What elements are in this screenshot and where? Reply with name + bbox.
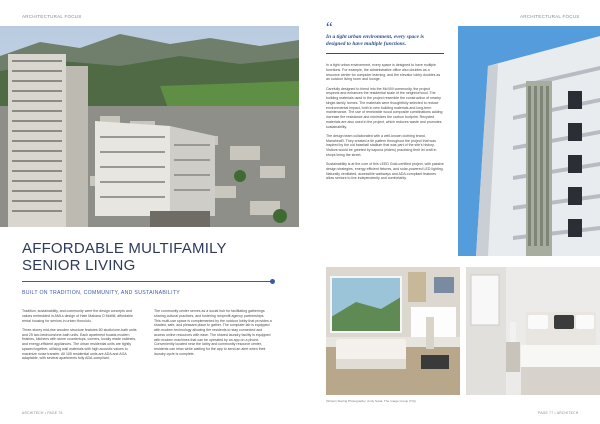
body-column-3 <box>326 63 444 186</box>
pull-quote-divider <box>326 53 444 54</box>
headline-divider <box>22 281 272 282</box>
body-paragraph: Sustainability is at the core of this LEED Gold-certified project, with passive design strategies, energy efficient fixtures, and solar-powered LED lighting. Naturally ventilated, accessible walkways and ADA-compliant features allow seniors to live independently and comfortably. <box>326 162 444 181</box>
headline-line-2: SENIOR LIVING <box>22 257 136 274</box>
article-headline <box>22 240 292 274</box>
body-paragraph: In a tight urban environment, every space is designed to have multiple functions. For example, the administrative office also doubles as a resource center for computer learning, and the elevator lobby doubles as an outdoor living room and lounge. <box>326 63 441 82</box>
pull-quote: In a tight urban environment, every space is designed to have multiple functions. <box>326 34 424 47</box>
quote-mark-icon: “ <box>326 20 333 36</box>
right-section-label: ARCHITECTURAL FOCUS <box>520 14 580 19</box>
body-column-1 <box>22 309 140 366</box>
body-paragraph: Tradition, sustainability, and community were the design concepts and values embedded in AMLs design of Hale Makana O Moiliili, affordable rental housing for seniors in urban Honolulu. <box>22 309 133 323</box>
right-page-footer: PAGE 77 • ARCHITECH <box>538 411 579 415</box>
left-page-footer: ARCHITECH • PAGE 76 <box>22 411 63 415</box>
headline-divider-dot <box>270 279 275 284</box>
bedroom-photo <box>466 267 600 395</box>
body-paragraph: The community center serves as a social hub for facilitating gatherings sharing cultural practices, and fostering nonprofit agency partnerships. This multi-use space is complemented by the outdoor lobby that provides a shaded, safe, and pleasant place to gather. The computer lab is equipped with modern technology allowing the residents to stay connected and access online resources with ease. The shared laundry facility is equipped with modern machines that can be operated by an app on a phone. Conveniently located near the lobby and community resource center, residents can relax while waiting for the app to send an alert when their laundry cycle is complete. <box>154 309 272 356</box>
living-room-photo <box>326 267 460 395</box>
building-facade-photo <box>458 26 600 256</box>
body-column-2 <box>154 309 272 361</box>
photo-caption: (Shown Staring Photography: Andy Sarai, The Image Group (T4)) <box>326 399 416 403</box>
article-subhead: BUILT ON TRADITION, COMMUNITY, AND SUSTAINABILITY <box>22 290 181 296</box>
body-paragraph: Three-storey mid-rise wooden structure features 80 studio/one-bath units and 25 two-bedroom/one-bath units. Each apartment boasts modern finishes, kitchens with stone countertops, corners, locally made cabinets, and energy-efficient appliances. The urban residential units are tightly spaced together, utilizing wall materials with high acoustic values to maximize noise transfer. All 105 residential units are ADA and AGA adaptable, with several apartments fully ADA-compliant. <box>22 327 137 361</box>
body-paragraph: Carefully designed to blend into the Mo'ili'ili community, the project respects and enhances the residential scale of the neighborhood. The building materials used in the project resemble the construction of nearby single-family homes. The materials were thoughtfully selected to reduce environmental impact, both in new building materials and long-term maintenance. The use of renewable wood composite combinations adding increase fire resistance and minimizes the carbon footprint. Recycled materials are also used in the project, which reduces waste and promotes sustainability. <box>326 86 443 129</box>
headline-line-1: AFFORDABLE MULTIFAMILY <box>22 240 227 257</box>
body-paragraph: The design team collaborated with a well-known clothing brand, Manaheali'i. They created a tie pattern throughout the project that was inspired by the old baseball stadium that was part of the site's history. Visitors would be greeted by kapuna (elders) practicing their lei craft in shops lining the street. <box>326 133 437 157</box>
left-section-label: ARCHITECTURAL FOCUS <box>22 14 82 19</box>
aerial-city-photo <box>0 26 299 227</box>
